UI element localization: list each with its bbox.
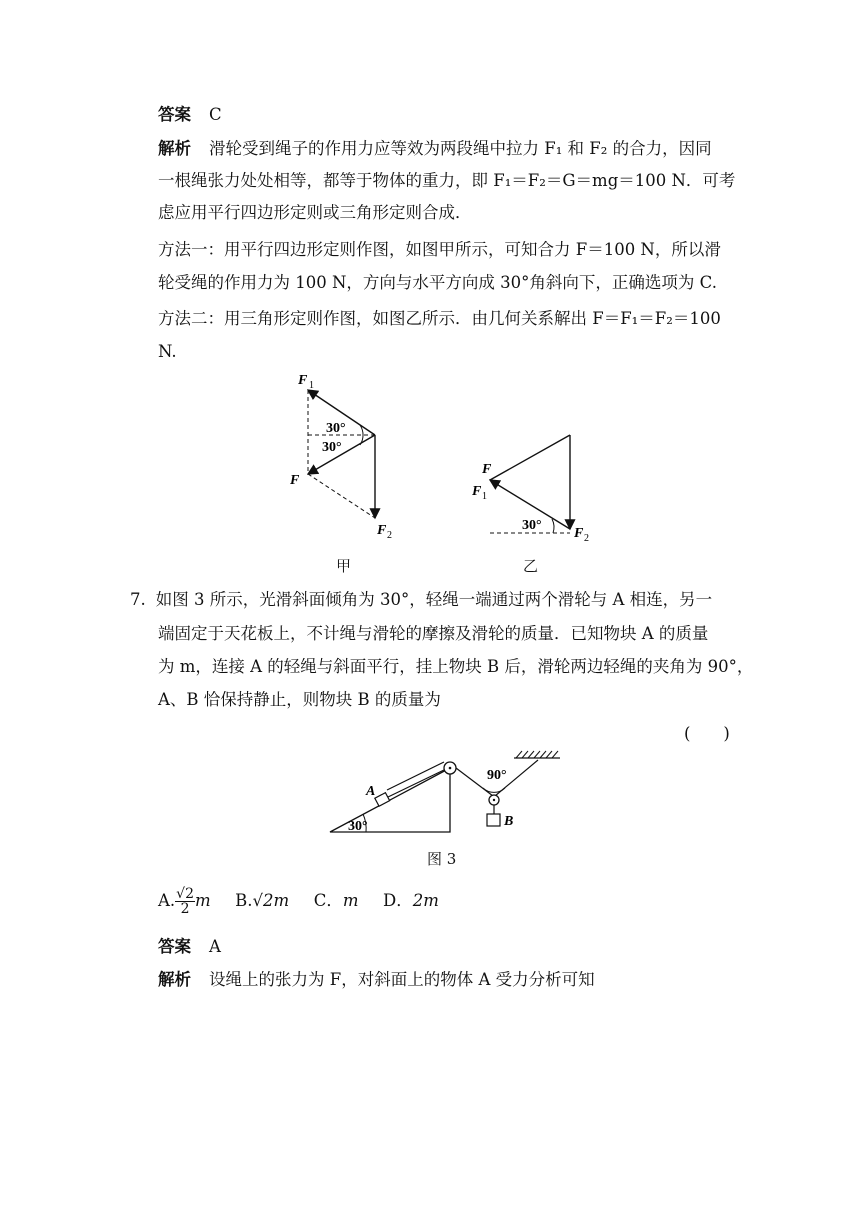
answer-blank-paren: ( ) (684, 724, 730, 743)
answer-value-2: A (209, 937, 221, 956)
fig-jia-f-label: F (290, 473, 300, 488)
method2-line-2: N. (158, 342, 177, 361)
question-7-line-1 (130, 588, 712, 612)
svg-text:F: F (377, 523, 387, 538)
method1-line-2: 轮受绳的作用力为 100 N，方向与水平方向成 30°角斜向下，正确选项为 C. (158, 273, 717, 292)
fig-yi-angle: 30° (522, 518, 542, 533)
fig-jia-f2-label (376, 523, 392, 541)
analysis-label: 解析 (158, 139, 191, 158)
fig3-label-a: A (366, 784, 376, 799)
analysis-line-3: 虑应用平行四边形定则或三角形定则合成． (158, 203, 472, 222)
svg-text:F: F (574, 526, 584, 541)
fig3-caption: 图 3 (427, 850, 457, 868)
answer-label-2: 答案 (158, 937, 191, 956)
question-7-line-3: 为 m，连接 A 的轻绳与斜面平行，挂上物块 B 后，滑轮两边轻绳的夹角为 90°， (158, 657, 754, 676)
figure-yi-triangle (466, 425, 606, 545)
analysis-line-2: 一根绳张力处处相等，都等于物体的重力，即 F₁＝F₂＝G＝mg＝100 N．可考 (158, 171, 736, 190)
option-b: B.√2m (235, 891, 290, 910)
analysis-text-1: 滑轮受到绳子的作用力应等效为两段绳中拉力 F₁ 和 F₂ 的合力，因同 (209, 139, 712, 158)
svg-text:2: 2 (584, 533, 589, 544)
options-line (158, 886, 439, 916)
answer-label: 答案 (158, 105, 191, 124)
question-number: 7. (130, 590, 146, 609)
fig3-label-b: B (504, 814, 514, 829)
fig-yi-f1-label (471, 484, 487, 502)
analysis-line-final (158, 968, 595, 992)
analysis-text-final: 设绳上的张力为 F，对斜面上的物体 A 受力分析可知 (209, 970, 595, 989)
analysis-label-2: 解析 (158, 970, 191, 989)
answer-value: C (209, 105, 222, 124)
fig-jia-angle-top: 30° (326, 421, 346, 436)
method2-line-1: 方法二：用三角形定则作图，如图乙所示．由几何关系解出 F＝F₁＝F₂＝100 (158, 309, 721, 328)
answer-line-2 (158, 935, 221, 959)
question-7-text-1: 如图 3 所示，光滑斜面倾角为 30°，轻绳一端通过两个滑轮与 A 相连，另一 (155, 590, 713, 609)
option-d: D．2m (382, 891, 439, 910)
option-c: C．m (313, 891, 359, 910)
fig-jia-angle-bottom: 30° (322, 440, 342, 455)
svg-text:F: F (472, 484, 482, 499)
option-a: A. $\frac{√2}{2}$ m (158, 886, 211, 917)
question-7-line-4: A、B 恰保持静止，则物块 B 的质量为 (158, 690, 441, 709)
method1-line-1: 方法一：用平行四边形定则作图，如图甲所示，可知合力 F＝100 N，所以滑 (158, 240, 721, 259)
fig-yi-f-label: F (482, 462, 492, 477)
fig-yi-f2-label (573, 526, 589, 544)
figure-3-incline-pulley (324, 748, 564, 838)
svg-text:1: 1 (482, 491, 487, 502)
fig-jia-f1-label (297, 373, 314, 391)
answer-line-1 (158, 103, 222, 127)
fig3-angle-incline: 30° (348, 819, 368, 834)
svg-text:F: F (298, 373, 308, 388)
fig-yi-caption: 乙 (523, 557, 539, 575)
analysis-line-1 (158, 137, 712, 161)
fig3-angle-rope: 90° (487, 768, 507, 783)
question-7-line-2: 端固定于天花板上，不计绳与滑轮的摩擦及滑轮的质量．已知物块 A 的质量 (158, 624, 709, 643)
fig-jia-caption: 甲 (336, 557, 352, 575)
svg-text:2: 2 (387, 530, 392, 541)
svg-text:1: 1 (309, 380, 314, 391)
figure-jia-parallelogram (280, 368, 420, 548)
